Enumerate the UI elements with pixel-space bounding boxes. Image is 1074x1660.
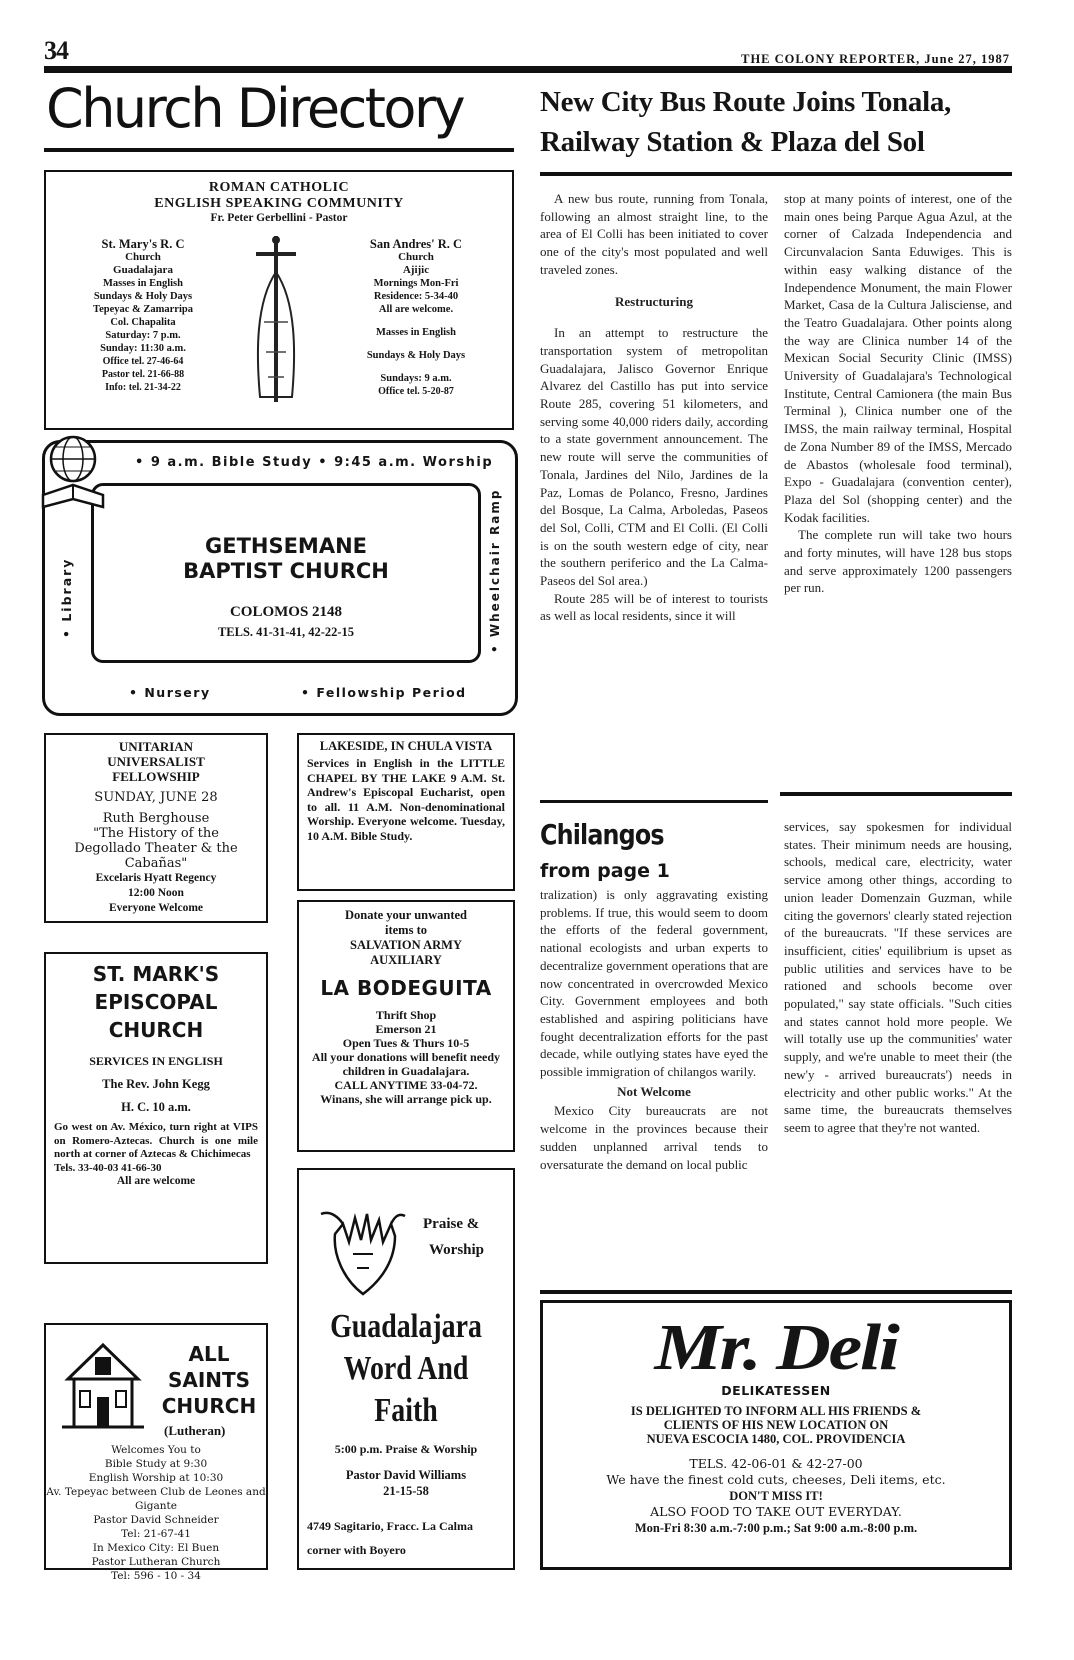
rc-pastor: Fr. Peter Gerbellini - Pastor [210, 212, 348, 224]
rc-right-line: All are welcome. [378, 304, 454, 315]
globe-bible-icon [41, 433, 111, 513]
bus-col1-p2: In an attempt to restructure the transportation system of metropolitan Guadalajara, Jalisco Governor Enrique Alvarez del Castillo has put into service Route 285, covering 51 kilometers, and serving some 40,000 riders daily, according to a state government announcement. The new route will serve the communities of Tonala, Jardines del Nilo, Jardines de la Paz, Lomas de Polanco, Fresno, Jardines del Bosque, La Calma, Arboledas, Paseos del Sol, Colli, CTM and El Colli. (El Colli is on the south western edge of city, near the southern periferico and the La Calma-Paseos del Sol area.) [540, 325, 768, 589]
all-saints-line: Pastor Lutheran Church [91, 1556, 221, 1568]
salvation-detail: Winans, she will arrange pick up. [320, 1092, 492, 1106]
bus-article-headline [540, 82, 1012, 162]
all-saints-ad [44, 1323, 268, 1582]
all-saints-line: Tel: 596 - 10 - 34 [111, 1570, 201, 1582]
all-saints-name-line: ALL [188, 1342, 230, 1366]
st-marks-line: The Rev. John Kegg [102, 1077, 210, 1091]
all-saints-line: Tel: 21-67-41 [121, 1528, 191, 1540]
chilangos-end-rule [540, 1290, 1012, 1294]
chilangos-col1-p1: tralization) is only aggravating existing problems. If true, this would seem to doom the efforts of the federal government, national ecologists and urban experts to decentralize government operations that are now concentrated in overcrowded Mexico City. Government employees and both established and aspiring politicians have fought decentralization efforts for the past decade, while outlying states have eyed the possible immigration of chilangos warily. [540, 887, 768, 1080]
chilangos-headline: Chilangos [540, 818, 664, 851]
salvation-detail: Emerson 21 [375, 1022, 437, 1036]
section-title: Church Directory [46, 77, 464, 140]
paper-dateline: THE COLONY REPORTER, June 27, 1987 [741, 52, 1010, 66]
rc-left-line: Saturday: 7 p.m. [105, 330, 181, 341]
lakeside-title: LAKESIDE, IN CHULA VISTA [319, 739, 493, 753]
wf-name-line: Guadalajara [330, 1308, 482, 1345]
section-title-rule [44, 148, 514, 152]
mr-deli-line: We have the finest cold cuts, cheeses, Deli items, etc. [606, 1472, 946, 1487]
unitarian-line: Degollado Theater & the [74, 841, 238, 856]
rc-title: ROMAN CATHOLIC [208, 180, 350, 195]
salvation-details [307, 1008, 505, 1106]
gethsemane-fellowship: • Fellowship Period [301, 685, 467, 700]
rc-left-line: Masses in English [103, 278, 183, 289]
rc-left-line: Office tel. 27-46-64 [102, 356, 184, 367]
salvation-line: Donate your unwanted [344, 908, 467, 922]
mr-deli-sub: DELIKATESSEN [721, 1383, 831, 1398]
rc-right-line: Mornings Mon-Fri [373, 278, 459, 289]
la-bodeguita-name: LA BODEGUITA [320, 976, 492, 1000]
bus-headline-line: Railway Station & Plaza del Sol [540, 126, 925, 158]
st-marks-line: Go west on Av. México, turn right at VIPS on Romero-Aztecas. Church is one mile north at corner of Aztecas & Chichimecas [54, 1121, 258, 1160]
unitarian-line: SUNDAY, JUNE 28 [94, 790, 218, 805]
church-building-icon [62, 1339, 144, 1431]
rc-right-line: Office tel. 5-20-87 [378, 386, 454, 397]
gethsemane-nursery: • Nursery [129, 685, 211, 700]
rc-left-line: Sundays & Holy Days [93, 291, 193, 302]
st-marks-line: All are welcome [116, 1175, 196, 1187]
st-marks-ad [44, 952, 268, 1264]
praise-tagline-2: Worship [429, 1242, 485, 1258]
wf-phone: 21-15-58 [383, 1484, 429, 1498]
all-saints-details [46, 1443, 266, 1583]
rc-san-andres-column [336, 238, 496, 398]
masthead-rule [44, 66, 1012, 73]
bus-col2-p2: The complete run will take two hours and forty minutes, will have 128 bus stops and serve approximately 1200 passengers per run. [784, 527, 1012, 596]
bus-col1-p3: Route 285 will be of interest to tourists as well as local residents, since it will [540, 590, 768, 624]
st-marks-name [54, 960, 258, 1044]
rc-left-line: St. Mary's R. C [101, 237, 185, 251]
bus-end-rule [780, 792, 1012, 796]
rc-right-line: Ajijic [402, 264, 430, 276]
chilangos-subhead: Not Welcome [617, 1083, 691, 1099]
salvation-army-header [307, 908, 505, 968]
gethsemane-phones: TELS. 41-31-41, 42-22-15 [217, 625, 355, 639]
crucifix-icon [246, 232, 306, 417]
unitarian-line: Excelaris Hyatt Regency [95, 872, 217, 884]
gethsemane-address: COLOMOS 2148 [229, 604, 343, 620]
unitarian-line: FELLOWSHIP [112, 769, 200, 784]
mr-deli-line: Mon-Fri 8:30 a.m.-7:00 p.m.; Sat 9:00 a.m.-8:00 p.m. [634, 1521, 918, 1535]
wf-pastor: Pastor David Williams [345, 1468, 467, 1482]
st-marks-line: Tels. 33-40-03 41-66-30 [54, 1161, 162, 1174]
all-saints-line: Welcomes You to [111, 1444, 201, 1456]
rc-left-line: Info: tel. 21-34-22 [105, 382, 181, 393]
salvation-detail: Open Tues & Thurs 10-5 [342, 1036, 470, 1050]
wf-service: 5:00 p.m. Praise & Worship [334, 1442, 478, 1456]
gethsemane-top-line: • 9 a.m. Bible Study • 9:45 a.m. Worship [135, 455, 494, 470]
rc-left-line: Tepeyac & Zamarripa [93, 304, 193, 315]
salvation-detail: CALL ANYTIME 33-04-72. [334, 1078, 478, 1092]
salvation-army-ad [297, 900, 515, 1152]
all-saints-name-line: CHURCH [161, 1394, 257, 1418]
page-number: 34 [44, 36, 68, 65]
mr-deli-line: DON'T MISS IT! [729, 1489, 823, 1503]
st-marks-name-line: EPISCOPAL [94, 990, 218, 1014]
bus-headline-rule [540, 172, 1012, 176]
rc-right-line: Residence: 5-34-40 [373, 291, 459, 302]
gethsemane-name-1: GETHSEMANE [204, 534, 368, 558]
all-saints-line: Bible Study at 9:30 [104, 1458, 208, 1470]
all-saints-line: Pastor David Schneider [93, 1514, 219, 1526]
unitarian-text [46, 735, 266, 916]
rc-left-line: Pastor tel. 21-66-88 [101, 369, 185, 380]
unitarian-line: "The History of the [93, 826, 219, 841]
bus-article-col1 [540, 190, 768, 625]
mr-deli-ad [540, 1300, 1012, 1570]
mr-deli-announcement [543, 1404, 1009, 1446]
chilangos-jump: from page 1 [540, 860, 670, 882]
bus-col1-p1: A new bus route, running from Tonala, following an almost straight line, to the area of El Colli has been initiated to cover one of the city's most populated and well traveled zones. [540, 191, 768, 277]
salvation-line: AUXILIARY [370, 953, 442, 967]
salvation-line: SALVATION ARMY [350, 938, 462, 952]
bus-headline-line: New City Bus Route Joins Tonala, [540, 86, 951, 118]
mr-deli-details [543, 1456, 1009, 1536]
gethsemane-name-2: BAPTIST CHURCH [183, 559, 389, 583]
word-and-faith-name [318, 1306, 493, 1432]
salvation-line: items to [385, 923, 427, 937]
all-saints-denomination: (Lutheran) [164, 1423, 226, 1438]
gethsemane-wheelchair: • Wheelchair Ramp [488, 488, 502, 653]
rc-subtitle: ENGLISH SPEAKING COMMUNITY [154, 196, 404, 211]
dove-icon [313, 1184, 413, 1304]
mr-deli-line: IS DELIGHTED TO INFORM ALL HIS FRIENDS & [630, 1404, 922, 1418]
unitarian-line: 12:00 Noon [128, 887, 184, 899]
unitarian-line: UNITARIAN [118, 739, 194, 754]
rc-st-marys-column [68, 238, 218, 394]
unitarian-line: Ruth Berghouse [102, 811, 210, 826]
rc-right-line: Sundays & Holy Days [366, 350, 466, 361]
gethsemane-inner-frame [91, 483, 481, 663]
salvation-detail: Thrift Shop [375, 1008, 437, 1022]
mr-deli-line: ALSO FOOD TO TAKE OUT EVERYDAY. [650, 1504, 902, 1519]
chilangos-col2 [784, 818, 1012, 1137]
rc-right-line: Sundays: 9 a.m. [380, 373, 452, 384]
bus-subhead: Restructuring [615, 293, 693, 309]
unitarian-line: Cabañas" [124, 856, 188, 871]
salvation-detail: All your donations will benefit needy children in Guadalajara. [311, 1050, 501, 1078]
roman-catholic-ad [44, 170, 514, 430]
rc-right-line: Church [398, 251, 434, 263]
all-saints-line: English Worship at 10:30 [88, 1472, 224, 1484]
unitarian-ad [44, 733, 268, 923]
st-marks-name-line: ST. MARK'S [92, 962, 220, 986]
lakeside-body: Services in English in the LITTLE CHAPEL BY THE LAKE 9 A.M. St. Andrew's Episcopal Eucharist, open to all. 11 A.M. Non-denominational Worship. Everyone welcome. Tuesday, 10 A.M. Bible Study. [307, 756, 505, 843]
mr-deli-logo: Mr. Deli [654, 1311, 898, 1384]
all-saints-line: Av. Tepeyac between Club de Leones and Gigante [46, 1486, 266, 1512]
chilangos-col1 [540, 886, 768, 1173]
rc-left-line: Col. Chapalita [110, 317, 176, 328]
gethsemane-library: • Library [59, 557, 74, 639]
rc-left-line: Sunday: 11:30 a.m. [100, 343, 186, 354]
rc-right-line: Masses in English [376, 327, 456, 338]
wf-name-line: Word And [343, 1350, 469, 1387]
wf-address: 4749 Sagitario, Fracc. La Calma corner with Boyero [307, 1519, 473, 1557]
rc-right-line: San Andres' R. C [369, 237, 463, 251]
st-marks-line: SERVICES IN ENGLISH [89, 1054, 223, 1068]
bus-col-rule [540, 800, 768, 803]
unitarian-line: UNIVERSALIST [107, 754, 205, 769]
gethsemane-ad [42, 440, 518, 716]
chilangos-col2-p1: services, say spokesmen for individual states. Their minimum needs are housing, schools, medical care, electricity, water service among other things, according to union leader Domenzain Guzman, while citing the governors' clearly stated rejection of the bureaucrats. "If these services are insufficient, cities' equilibrium is upset as public utilities and services have to be rationed and schools become over populated," say state officials. "Such cities and states cannot hold more people. We will totally use up the communities' water supply, and we're unable to meet their (the new'y - arrived bureaucrats') needs in electricity and other public works." At the same time, the bureaucrats themselves seem to agree that they're not wanted. [784, 819, 1012, 1135]
wf-name-line: Faith [374, 1392, 438, 1429]
chilangos-col1-p2: Mexico City bureaucrats are not welcome in the provinces because their sudden unplanned arrival tends to oversaturate the demand on local public [540, 1103, 768, 1172]
st-marks-name-line: CHURCH [108, 1018, 204, 1042]
bus-col2-p1: stop at many points of interest, one of the main ones being Parque Agua Azul, at the corner of Calzada Independencia and Circunvalacion Santa Eduwiges. This is within easy walking distance of the Independence Monument, the main Flower Market, Casa de la Cultura Jalisciense, and the Teatro Guadalajara. Other points along the way are Clinica number 14 of the Mexican Social Security Clinic (IMSS) University of Guadalajara's Technological Institute, Central Camionera (the main Bus Terminal ), Clinica number one of the IMSS, the main railway terminal, Hospital de Zona Number 89 of the IMSS, Mercado de Abastos (wholesale food terminal), Expo - Guadalajara (convention center), Plaza del Sol (shopping center) and the Kodak facilities. [784, 191, 1012, 525]
rc-left-line: Guadalajara [113, 264, 173, 276]
word-and-faith-ad [297, 1168, 515, 1570]
st-marks-line: H. C. 10 a.m. [121, 1100, 191, 1114]
praise-tagline-1: Praise & [423, 1216, 480, 1232]
mr-deli-line: TELS. 42-06-01 & 42-27-00 [689, 1456, 863, 1471]
all-saints-name [154, 1341, 264, 1419]
all-saints-line: In Mexico City: El Buen [92, 1542, 220, 1554]
rc-left-line: Church [125, 251, 161, 263]
bus-article-col2 [784, 190, 1012, 597]
mr-deli-line: NUEVA ESCOCIA 1480, COL. PROVIDENCIA [646, 1432, 906, 1446]
all-saints-name-line: SAINTS [167, 1368, 251, 1392]
lakeside-ad [297, 733, 515, 891]
mr-deli-line: CLIENTS OF HIS NEW LOCATION ON [663, 1418, 889, 1432]
unitarian-line: Everyone Welcome [109, 902, 203, 914]
